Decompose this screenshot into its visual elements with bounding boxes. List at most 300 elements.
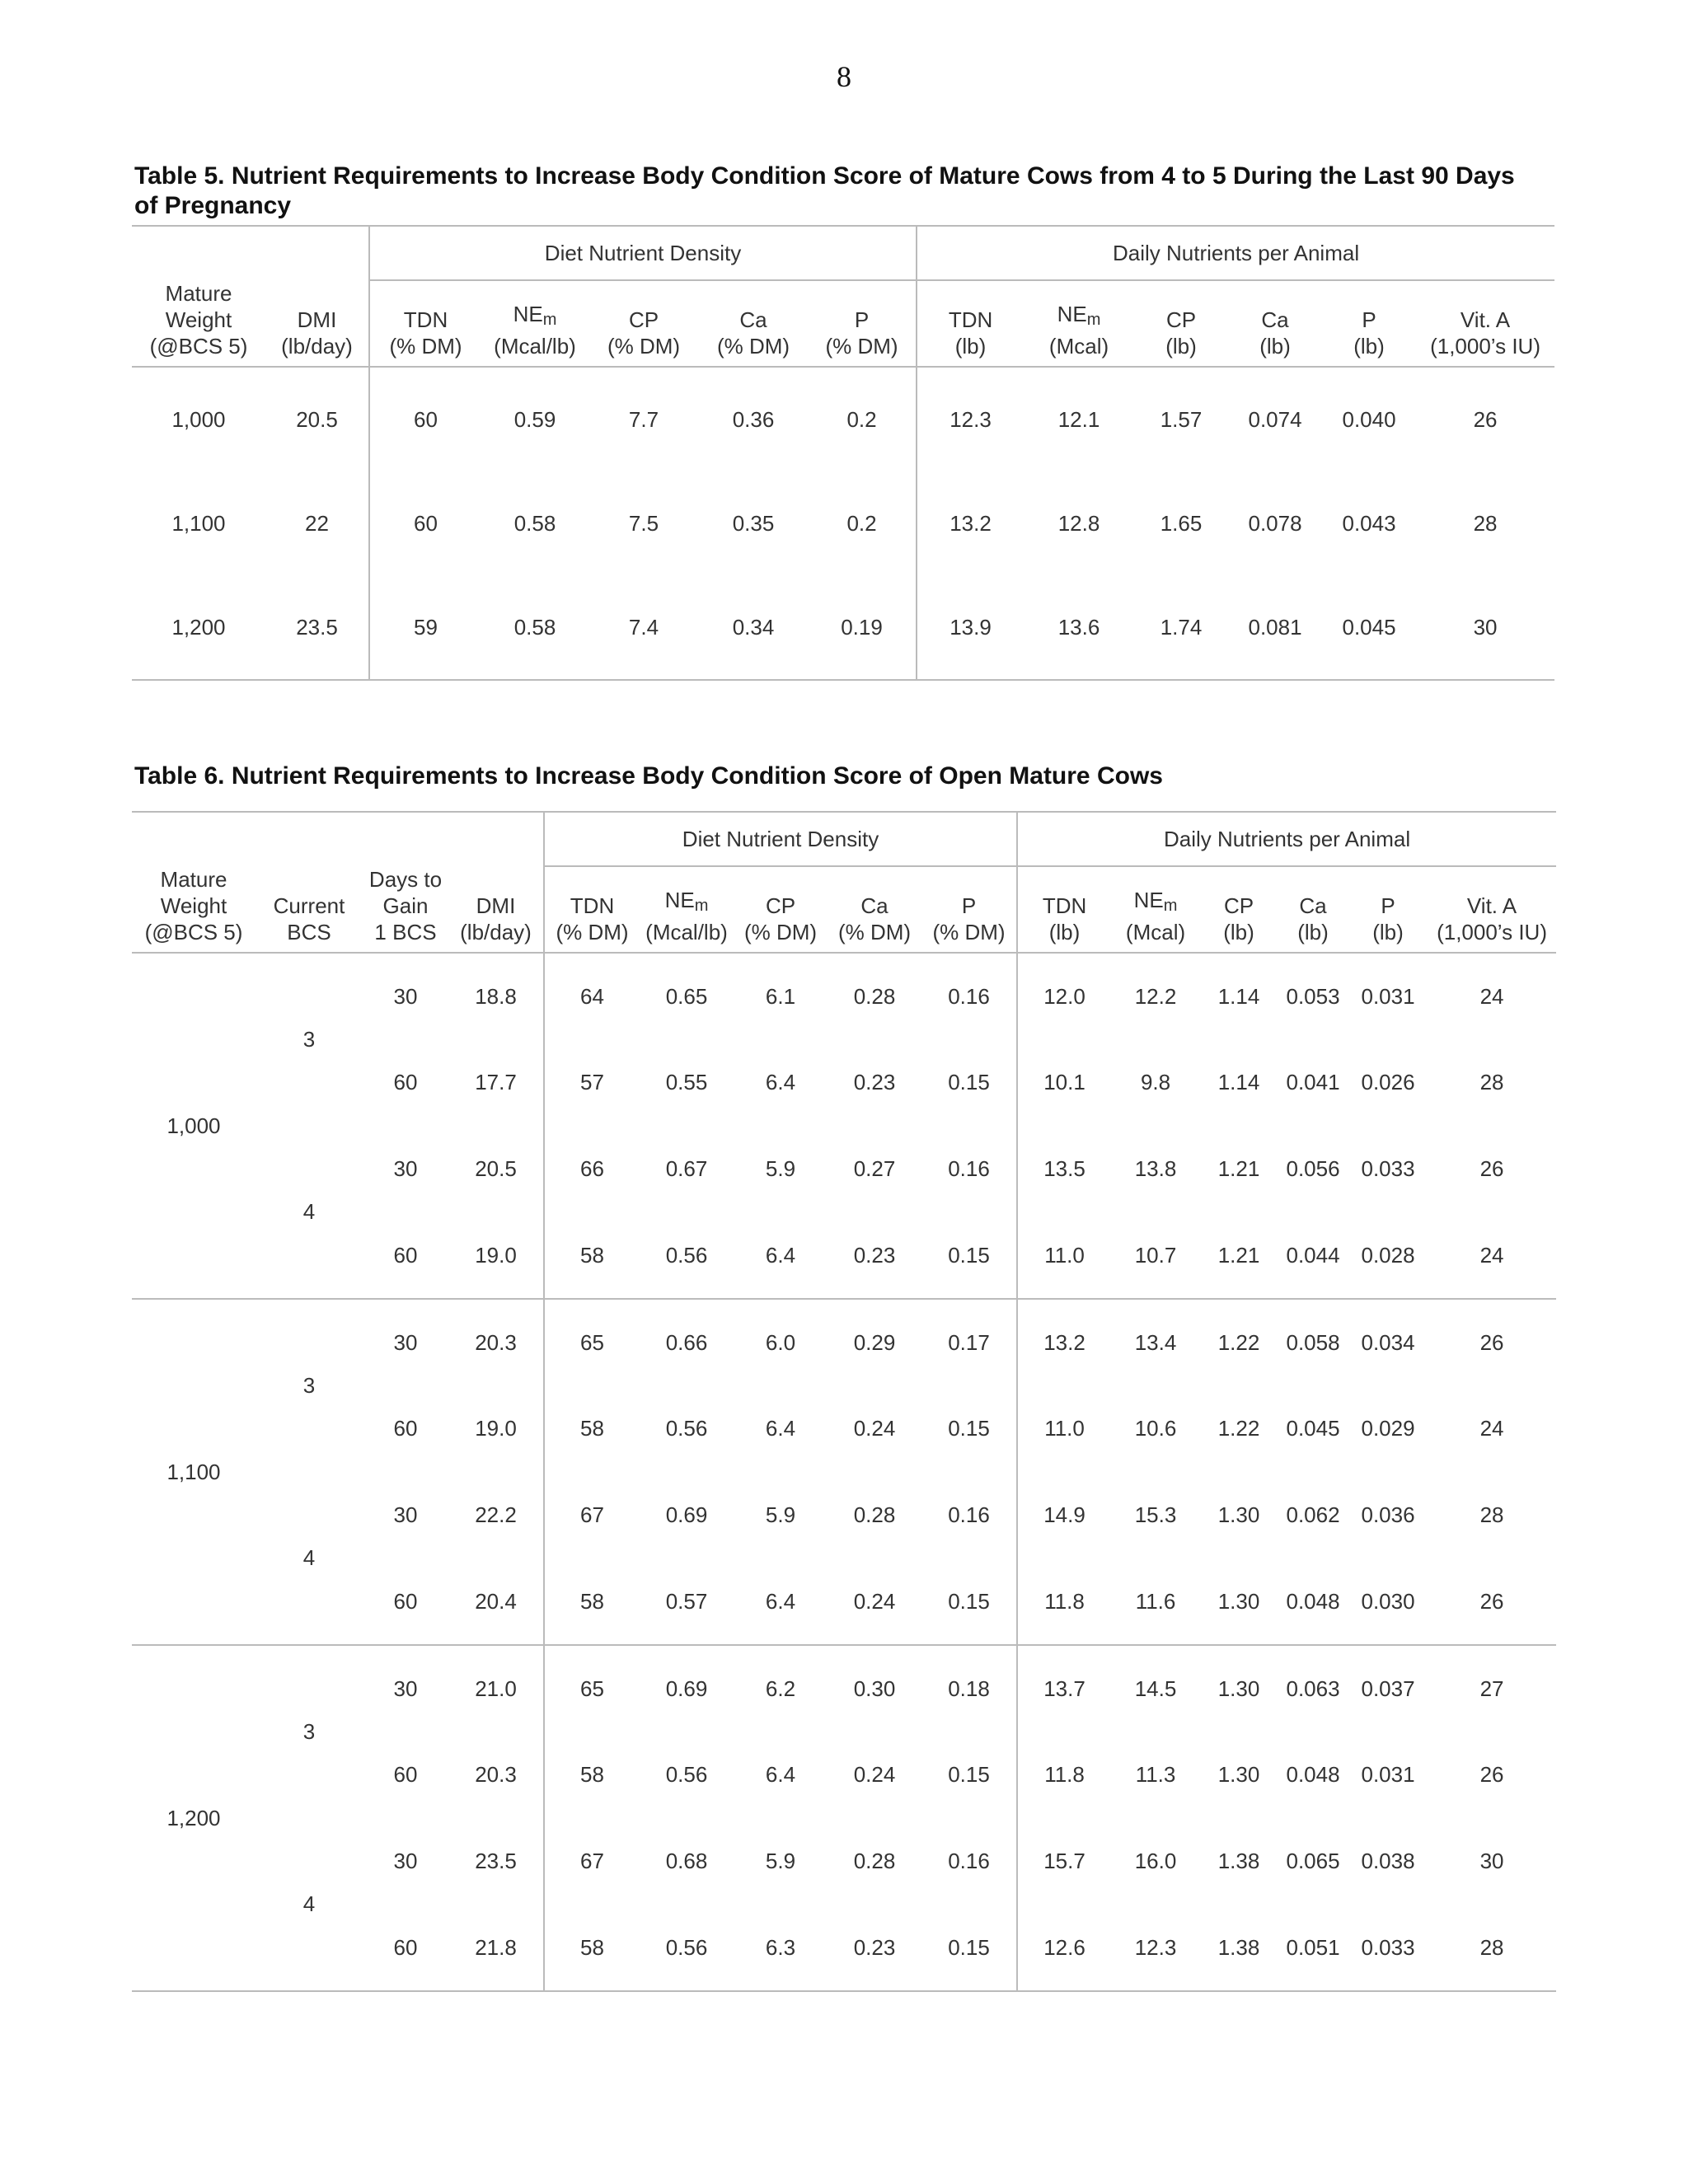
header-subscript: m xyxy=(694,897,709,915)
table-cell: 57 xyxy=(544,1039,640,1126)
table5-header-diet-col xyxy=(481,280,588,367)
table-cell: 0.30 xyxy=(828,1645,921,1732)
table-cell: 60 xyxy=(393,1762,418,1787)
header-unit: (Mcal) xyxy=(1048,334,1109,359)
table-cell: 14.5 xyxy=(1111,1645,1200,1732)
table-cell: 9.8 xyxy=(1140,1070,1171,1094)
header-line xyxy=(1322,307,1416,333)
table-cell: 22 xyxy=(305,510,329,536)
table-cell: 65 xyxy=(544,1299,640,1385)
table-cell: 21.0 xyxy=(448,1645,544,1732)
table-cell: 0.35 xyxy=(732,510,775,536)
header-abbrev: NE xyxy=(664,888,695,912)
header-unit: (Mcal/lb) xyxy=(494,334,576,359)
table5-group-diet: Diet Nutrient Density xyxy=(369,226,917,280)
table-cell: 0.15 xyxy=(948,1762,990,1787)
table-cell: 13.7 xyxy=(1017,1645,1111,1732)
table-cell: 28 xyxy=(1479,1070,1504,1094)
table-cell: 6.4 xyxy=(765,1416,796,1441)
table5-header-daily-col xyxy=(1228,280,1322,367)
table-cell: 6.4 xyxy=(765,1762,796,1787)
table-cell: 12.3 xyxy=(917,367,1024,471)
table-cell: 28 xyxy=(1473,510,1498,536)
header-line xyxy=(1348,893,1428,919)
table-cell: 30 xyxy=(1416,575,1554,680)
header-unit: (lb) xyxy=(1223,920,1254,944)
table-cell: 0.15 xyxy=(948,1588,990,1614)
table-row xyxy=(132,1472,1556,1516)
table-cell: 0.056 xyxy=(1286,1156,1340,1181)
header-unit: (% DM) xyxy=(932,920,1006,944)
table-cell: 1.21 xyxy=(1217,1242,1260,1268)
header-line xyxy=(1416,307,1554,333)
table-cell: 13.8 xyxy=(1134,1156,1177,1181)
header-abbrev: CP xyxy=(1223,893,1254,918)
table-cell: 13.4 xyxy=(1111,1299,1200,1385)
table-cell: 60 xyxy=(393,1070,418,1094)
table-cell: 0.062 xyxy=(1286,1502,1340,1527)
table-cell: 58 xyxy=(544,1905,640,1991)
table5-header-mature-weight xyxy=(132,280,265,367)
table-cell: 0.045 xyxy=(1286,1416,1340,1441)
table-cell: 1,100 xyxy=(171,510,226,536)
table-cell: 0.048 xyxy=(1286,1588,1340,1614)
table5-header-daily-col xyxy=(1416,280,1554,367)
header-abbrev: Ca xyxy=(1299,893,1327,918)
table5-header-diet-col xyxy=(369,280,481,367)
header-abbrev: TDN xyxy=(948,307,993,332)
table5-caption xyxy=(134,162,1552,221)
table-row xyxy=(132,1818,1556,1862)
table-cell: 1,000 xyxy=(171,406,226,432)
table-cell: 0.030 xyxy=(1361,1588,1415,1614)
table-cell: 67 xyxy=(544,1472,640,1558)
header-line: 1 BCS xyxy=(374,920,437,944)
table-cell: 0.041 xyxy=(1286,1070,1340,1094)
table-cell: 12.2 xyxy=(1134,983,1177,1009)
table-row xyxy=(132,575,1554,680)
table-cell: 19.0 xyxy=(475,1242,517,1268)
header-subscript: m xyxy=(1163,897,1178,915)
table-cell: 0.053 xyxy=(1286,983,1340,1009)
header-abbrev: TDN xyxy=(403,307,448,332)
mature-weight-cell: 1,200 xyxy=(132,1645,256,1991)
table-cell: 67 xyxy=(544,1818,640,1905)
header-line: DMI xyxy=(476,893,516,918)
header-abbrev: Ca xyxy=(739,307,767,332)
table5-group-daily: Daily Nutrients per Animal xyxy=(917,226,1554,280)
table5-header-dmi xyxy=(265,280,369,367)
table-cell: 58 xyxy=(544,1385,640,1472)
table-cell: 0.058 xyxy=(1278,1299,1348,1385)
table-cell: 13.5 xyxy=(1017,1126,1111,1212)
table5-header-diet-col xyxy=(588,280,699,367)
header-unit: (% DM) xyxy=(825,334,898,359)
table6-header-daily-col xyxy=(1278,866,1348,953)
header-line: Gain xyxy=(382,893,429,918)
table-cell: 7.5 xyxy=(628,510,659,536)
table-cell: 1.14 xyxy=(1217,983,1260,1009)
header-abbrev: CP xyxy=(1165,307,1197,332)
table-cell: 66 xyxy=(544,1126,640,1212)
table-cell: 0.69 xyxy=(640,1645,734,1732)
table-cell: 0.063 xyxy=(1278,1645,1348,1732)
table-cell: 6.3 xyxy=(765,1934,796,1960)
table-cell: 0.58 xyxy=(513,510,556,536)
table-cell: 0.065 xyxy=(1286,1849,1340,1873)
table-cell: 26 xyxy=(1473,406,1498,432)
table-cell: 1.74 xyxy=(1134,575,1228,680)
table-cell: 1.21 xyxy=(1217,1156,1260,1181)
table-cell: 1.30 xyxy=(1217,1502,1260,1527)
table-cell: 26 xyxy=(1428,1299,1556,1385)
table-cell: 1.14 xyxy=(1217,1070,1260,1094)
table-cell: 0.2 xyxy=(846,406,877,432)
header-unit: (1,000’s IU) xyxy=(1437,920,1547,944)
header-line: DMI xyxy=(297,307,337,332)
header-unit: (lb) xyxy=(1372,920,1404,944)
current-bcs-cell: 3 xyxy=(256,1645,363,1818)
table-cell: 0.23 xyxy=(853,1242,896,1268)
table-cell: 30 xyxy=(393,1849,418,1873)
table-cell: 20.3 xyxy=(448,1299,544,1385)
header-unit: (lb) xyxy=(1165,334,1197,359)
table-cell: 0.031 xyxy=(1361,983,1415,1009)
table-cell: 0.65 xyxy=(665,983,708,1009)
table-cell: 20.3 xyxy=(475,1762,517,1787)
table-cell: 14.9 xyxy=(1017,1472,1111,1558)
table-cell: 11.8 xyxy=(1017,1732,1111,1818)
header-line xyxy=(828,893,921,919)
table-cell: 17.7 xyxy=(475,1070,517,1094)
header-line: Mature xyxy=(160,867,227,892)
table5-header-diet-col xyxy=(808,280,917,367)
table5-body xyxy=(132,367,1554,680)
table-cell: 60 xyxy=(369,471,481,575)
table-cell: 0.034 xyxy=(1348,1299,1428,1385)
table-cell: 0.23 xyxy=(853,1934,896,1960)
table-cell: 6.2 xyxy=(734,1645,828,1732)
header-line xyxy=(1200,893,1278,919)
table-row xyxy=(132,953,1556,996)
table-row xyxy=(132,471,1554,575)
header-abbrev: NE xyxy=(513,302,543,326)
header-line xyxy=(1278,893,1348,919)
table-cell: 0.15 xyxy=(948,1070,990,1094)
table-cell: 7.7 xyxy=(628,406,659,432)
table5-header-diet-col xyxy=(699,280,808,367)
table-row xyxy=(132,367,1554,471)
table-cell: 0.026 xyxy=(1361,1070,1415,1094)
table-cell: 15.7 xyxy=(1017,1818,1111,1905)
header-line: (lb/day) xyxy=(281,334,353,359)
table-cell: 6.4 xyxy=(765,1588,796,1614)
table-cell: 0.16 xyxy=(948,983,990,1009)
table-cell: 13.2 xyxy=(1017,1299,1111,1385)
header-subscript: m xyxy=(1086,311,1101,329)
header-line xyxy=(1024,301,1134,333)
table-cell: 0.18 xyxy=(921,1645,1017,1732)
header-line xyxy=(1134,307,1228,333)
header-line xyxy=(1428,893,1556,919)
table6 xyxy=(132,811,1556,1992)
table-cell: 23.5 xyxy=(265,575,369,680)
table-cell: 0.27 xyxy=(853,1156,896,1181)
header-line: Weight xyxy=(160,893,227,918)
table-cell: 30 xyxy=(363,1299,448,1385)
table-cell: 0.15 xyxy=(948,1416,990,1441)
header-unit: (% DM) xyxy=(389,334,462,359)
table-cell: 23.5 xyxy=(475,1849,517,1873)
table-cell: 60 xyxy=(393,1588,418,1614)
table6-header-diet-col xyxy=(640,866,734,953)
table-cell: 20.4 xyxy=(475,1588,517,1614)
header-line: Current xyxy=(273,893,345,918)
table-cell: 11.6 xyxy=(1135,1588,1176,1614)
table-cell: 24 xyxy=(1479,1416,1504,1441)
table-cell: 0.038 xyxy=(1361,1849,1415,1873)
table-cell: 21.8 xyxy=(475,1934,517,1960)
header-unit: (Mcal/lb) xyxy=(645,920,728,944)
table-cell: 0.28 xyxy=(853,983,896,1009)
table-cell: 0.29 xyxy=(828,1299,921,1385)
header-line xyxy=(1228,307,1322,333)
table-cell: 11.0 xyxy=(1017,1385,1111,1472)
table6-header-daily-col xyxy=(1200,866,1278,953)
table-cell: 20.5 xyxy=(296,406,338,432)
header-line xyxy=(699,307,808,333)
table-cell: 0.051 xyxy=(1286,1934,1340,1960)
header-unit: (% DM) xyxy=(837,920,912,944)
header-line: Weight xyxy=(165,307,232,332)
table6-header-mature-weight xyxy=(132,866,256,953)
table5-header-daily-col xyxy=(1322,280,1416,367)
header-unit: (lb) xyxy=(1259,334,1291,359)
table-cell: 0.57 xyxy=(665,1588,708,1614)
table-cell: 30 xyxy=(363,1645,448,1732)
table6-header-daily-col xyxy=(1017,866,1111,953)
table-cell: 1.22 xyxy=(1200,1299,1278,1385)
table-cell: 24 xyxy=(1479,983,1504,1009)
table-cell: 58 xyxy=(544,1558,640,1645)
header-line: (@BCS 5) xyxy=(144,920,243,944)
table-cell: 60 xyxy=(393,1934,418,1960)
table6-header-dmi xyxy=(448,866,544,953)
table-cell: 0.24 xyxy=(853,1762,896,1787)
table-cell: 5.9 xyxy=(765,1849,796,1873)
table-cell: 60 xyxy=(393,1416,418,1441)
table6-header-days-to-gain xyxy=(363,866,448,953)
header-line: (lb/day) xyxy=(460,920,532,944)
table-cell: 27 xyxy=(1428,1645,1556,1732)
table-cell: 0.16 xyxy=(948,1849,990,1873)
table-cell: 0.036 xyxy=(1361,1502,1415,1527)
table-row xyxy=(132,1299,1556,1343)
table-cell: 60 xyxy=(369,367,481,471)
table-cell: 12.0 xyxy=(1017,953,1111,1039)
table5-column-headers xyxy=(132,280,1554,367)
table-cell: 0.033 xyxy=(1361,1156,1415,1181)
table-cell: 0.56 xyxy=(665,1934,708,1960)
table-cell: 26 xyxy=(1479,1156,1504,1181)
table-cell: 16.0 xyxy=(1134,1849,1177,1873)
table-cell: 1.65 xyxy=(1160,510,1203,536)
table-cell: 65 xyxy=(544,1645,640,1732)
table-cell: 0.043 xyxy=(1342,510,1396,536)
mature-weight-cell: 1,000 xyxy=(166,1113,221,1138)
table6-group-daily: Daily Nutrients per Animal xyxy=(1017,812,1556,866)
table6-column-headers xyxy=(132,866,1556,953)
table-cell: 5.9 xyxy=(765,1156,796,1181)
header-unit: (% DM) xyxy=(716,334,790,359)
table-cell: 1.57 xyxy=(1160,406,1203,432)
table-cell: 30 xyxy=(393,1156,418,1181)
table-cell: 0.24 xyxy=(853,1416,896,1441)
table-cell: 24 xyxy=(1479,1242,1504,1268)
table-cell: 1,200 xyxy=(132,575,265,680)
header-line: (@BCS 5) xyxy=(149,334,248,359)
table-cell: 0.59 xyxy=(513,406,556,432)
table-cell: 0.081 xyxy=(1228,575,1322,680)
header-unit: (% DM) xyxy=(607,334,681,359)
table-cell: 0.28 xyxy=(853,1502,896,1527)
table6-header-daily-col xyxy=(1348,866,1428,953)
header-abbrev: Ca xyxy=(860,893,889,918)
table6-header-diet-col xyxy=(544,866,640,953)
table6-header-current-bcs xyxy=(256,866,363,953)
table-cell: 1.30 xyxy=(1200,1645,1278,1732)
header-abbrev: P xyxy=(854,307,870,332)
table-cell: 0.16 xyxy=(948,1502,990,1527)
table-cell: 22.2 xyxy=(475,1502,517,1527)
table-cell: 30 xyxy=(393,1502,418,1527)
header-unit: (% DM) xyxy=(743,920,818,944)
table-cell: 28 xyxy=(1479,1934,1504,1960)
table-cell: 58 xyxy=(544,1212,640,1299)
header-abbrev: P xyxy=(1381,893,1395,918)
current-bcs-cell: 4 xyxy=(302,1545,316,1570)
header-abbrev: CP xyxy=(628,307,659,332)
table-cell: 0.68 xyxy=(665,1849,708,1873)
header-abbrev: NE xyxy=(1057,302,1087,326)
header-unit: (lb) xyxy=(954,334,987,359)
table-cell: 1.38 xyxy=(1217,1849,1260,1873)
header-abbrev: TDN xyxy=(570,893,615,918)
table-cell: 0.67 xyxy=(665,1156,708,1181)
table-cell: 59 xyxy=(369,575,481,680)
table-cell: 64 xyxy=(544,953,640,1039)
table-cell: 13.9 xyxy=(917,575,1024,680)
table-cell: 0.029 xyxy=(1361,1416,1415,1441)
table5-caption-line2: of Pregnancy xyxy=(134,192,292,219)
header-line: Days to xyxy=(368,867,443,892)
table-cell: 19.0 xyxy=(475,1416,517,1441)
mature-weight-cell: 1,100 xyxy=(132,1299,256,1645)
table6-group-header xyxy=(132,812,1556,866)
table-cell: 12.6 xyxy=(1017,1905,1111,1991)
table-cell: 60 xyxy=(393,1242,418,1268)
table-cell: 0.078 xyxy=(1248,510,1302,536)
header-line xyxy=(921,893,1016,919)
header-unit: (1,000’s IU) xyxy=(1430,334,1540,359)
table-cell: 6.4 xyxy=(765,1242,796,1268)
current-bcs-cell: 3 xyxy=(256,1299,363,1472)
table-row xyxy=(132,1126,1556,1169)
table-cell: 26 xyxy=(1479,1588,1504,1614)
table-cell: 0.56 xyxy=(665,1242,708,1268)
table5 xyxy=(132,225,1554,681)
header-abbrev: CP xyxy=(765,893,796,918)
table-cell: 1.22 xyxy=(1217,1416,1260,1441)
page-number: 8 xyxy=(837,60,851,93)
table-cell: 0.55 xyxy=(665,1070,708,1094)
header-line xyxy=(1111,887,1200,919)
table-cell: 0.048 xyxy=(1286,1762,1340,1787)
table-cell: 0.36 xyxy=(732,406,775,432)
header-abbrev: NE xyxy=(1133,888,1164,912)
table-cell: 0.15 xyxy=(948,1242,990,1268)
table-cell: 10.1 xyxy=(1017,1039,1111,1126)
table-row xyxy=(132,1645,1556,1689)
table6-group-diet: Diet Nutrient Density xyxy=(544,812,1017,866)
table-cell: 0.040 xyxy=(1342,406,1396,432)
table-cell: 0.34 xyxy=(699,575,808,680)
table-cell: 0.17 xyxy=(921,1299,1017,1385)
table-cell: 12.3 xyxy=(1134,1934,1177,1960)
table6-header-daily-col xyxy=(1428,866,1556,953)
table-cell: 5.9 xyxy=(765,1502,796,1527)
table-cell: 0.69 xyxy=(665,1502,708,1527)
header-line xyxy=(734,893,828,919)
header-line xyxy=(481,301,588,333)
table-cell: 0.24 xyxy=(853,1588,896,1614)
table5-group-header xyxy=(132,226,1554,280)
table-cell: 0.044 xyxy=(1286,1242,1340,1268)
current-bcs-cell: 4 xyxy=(302,1891,316,1916)
table-cell: 30 xyxy=(393,983,418,1009)
table-cell: 0.028 xyxy=(1361,1242,1415,1268)
table-cell: 6.4 xyxy=(765,1070,796,1094)
table-cell: 58 xyxy=(544,1732,640,1818)
header-line: BCS xyxy=(287,920,331,944)
table6-header-daily-col xyxy=(1111,866,1200,953)
table5-header-daily-col xyxy=(1024,280,1134,367)
table5-header-daily-col xyxy=(917,280,1024,367)
table-cell: 12.8 xyxy=(1057,510,1100,536)
table-cell: 0.28 xyxy=(853,1849,896,1873)
table-cell: 0.23 xyxy=(853,1070,896,1094)
table-cell: 0.033 xyxy=(1361,1934,1415,1960)
table-cell: 0.66 xyxy=(640,1299,734,1385)
header-unit: (Mcal) xyxy=(1125,920,1186,944)
table-cell: 1.38 xyxy=(1217,1934,1260,1960)
table-cell: 11.8 xyxy=(1017,1558,1111,1645)
table-cell: 0.16 xyxy=(948,1156,990,1181)
header-abbrev: TDN xyxy=(1042,893,1087,918)
header-abbrev: Vit. A xyxy=(1466,893,1517,918)
table-cell: 13.2 xyxy=(917,471,1024,575)
table-cell: 15.3 xyxy=(1134,1502,1177,1527)
table-cell: 0.031 xyxy=(1361,1762,1415,1787)
table-cell: 20.5 xyxy=(475,1156,517,1181)
table6-header-diet-col xyxy=(828,866,921,953)
current-bcs-cell: 4 xyxy=(302,1199,316,1224)
table6-caption: Table 6. Nutrient Requirements to Increase Body Condition Score of Open Mature Cows xyxy=(134,762,1163,790)
table-cell: 0.15 xyxy=(948,1934,990,1960)
header-subscript: m xyxy=(542,311,557,329)
table-cell: 0.037 xyxy=(1348,1645,1428,1732)
table-cell: 0.58 xyxy=(481,575,588,680)
